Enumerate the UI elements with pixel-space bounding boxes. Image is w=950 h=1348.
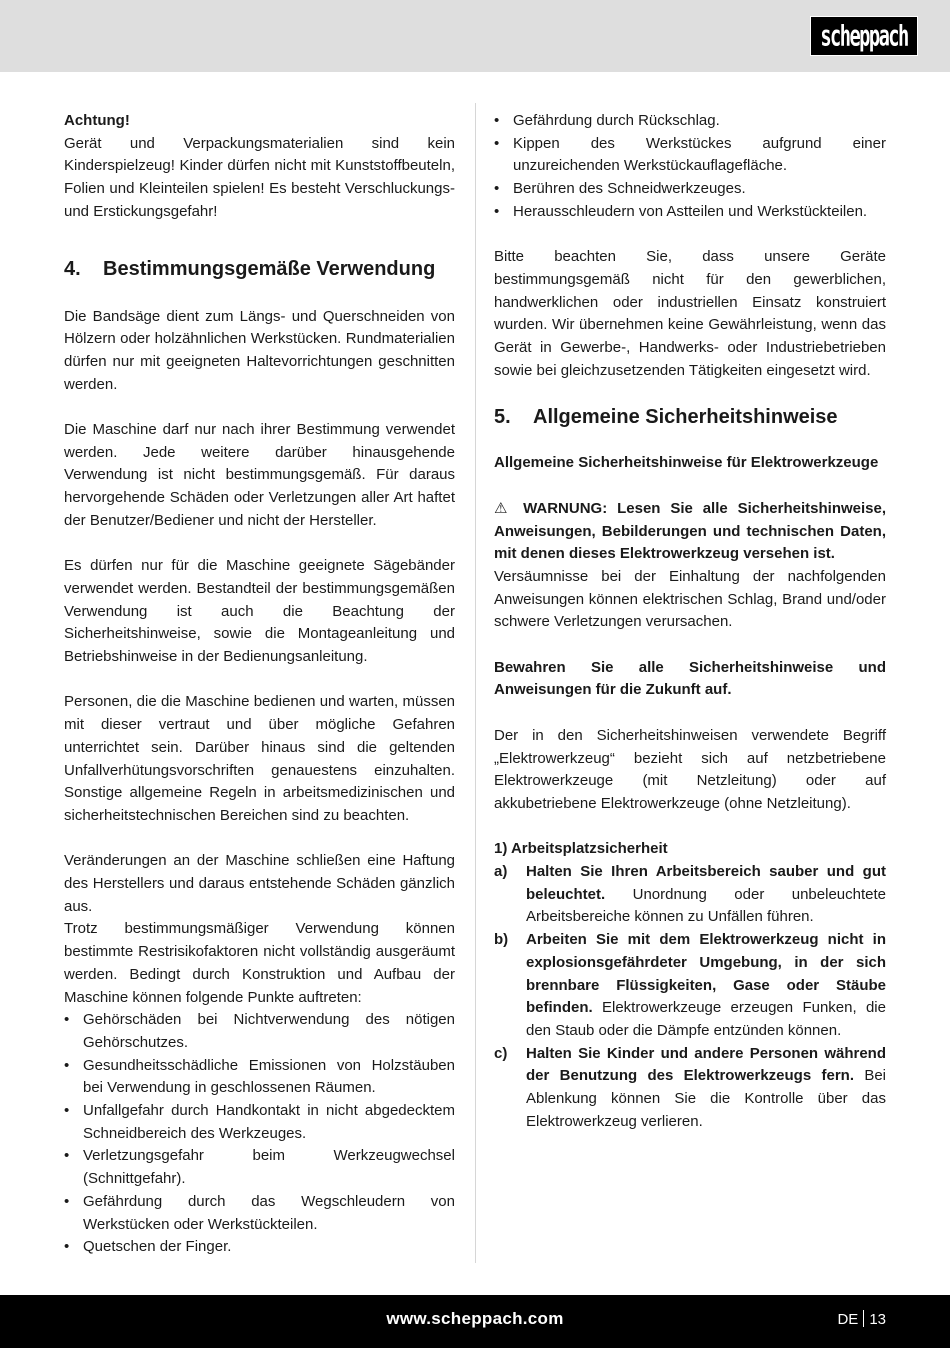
left-column xyxy=(64,110,455,1259)
warning-text: Versäumnisse bei der Einhaltung der nachfolgenden Anweisungen können elektrischen Schlag, Brand und/oder schwere Verletzungen verursachen. xyxy=(494,567,886,631)
section-number: 4. xyxy=(64,257,81,280)
list-item: • Gehörschäden bei Nichtverwendung des nötigen Gehörschutzes. xyxy=(64,1011,455,1051)
list-item: • Berühren des Schneidwerkzeuges. xyxy=(494,180,746,198)
list-item: • Gesundheitsschädliche Emissionen von Holzstäuben bei Verwendung in geschlossenen Räumen. xyxy=(64,1056,455,1097)
section-title: Bestimmungsgemäße Verwendung xyxy=(103,257,436,280)
page-indicator xyxy=(837,1310,886,1328)
page-header xyxy=(0,0,950,72)
warning-triangle-icon: ⚠ xyxy=(494,499,514,517)
safety-item-b: b) Arbeiten Sie mit dem Elektrowerkzeug nicht in explosionsgefährdeter Umgebung, in der sich brennbare Flüssigkeiten, Gase oder Stäube befinden. Elektrowerkzeuge erzeugen Funken, die den Staub oder die Dämpfe entzünden können. xyxy=(494,931,886,1039)
keep-instructions: Bewahren Sie alle Sicherheitshinweise und Anweisungen für die Zukunft auf. xyxy=(494,658,886,699)
safety-item-c: c) Halten Sie Kinder und andere Personen während der Benutzung des Elektrowerkzeugs fern. Bei Ablenkung können Sie die Kontrolle über das Elektrowerkzeug verlieren. xyxy=(494,1044,886,1130)
column-divider xyxy=(475,103,476,1263)
section-4-heading xyxy=(64,256,455,282)
usage-notice: Bitte beachten Sie, dass unsere Geräte bestimmungsgemäß nicht für den gewerblichen, handwerklichen oder industriellen Einsatz konstruiert wurden. Wir übernehmen keine Gewährleistung, wenn das Gerät in Gewerbe-, Handwerks- oder Industriebetrieben sowie bei gleichzusetzenden Tätigkeiten eingesetzt wird. xyxy=(494,248,886,379)
section-number: 5. xyxy=(494,406,511,429)
page-footer xyxy=(0,1295,950,1348)
paragraph: Die Bandsäge dient zum Längs- und Querschneiden von Hölzern oder holzähnlichen Werkstücken. Rundmaterialien dürfen nur mit geeigneten Haltevorrichtungen geschnitten werden. xyxy=(64,307,455,393)
section-5-heading xyxy=(494,404,886,430)
logo-text: scheppach xyxy=(820,19,908,53)
website-link[interactable]: www.scheppach.com xyxy=(386,1309,564,1328)
list-item: • Herausschleudern von Astteilen und Werkstückteilen. xyxy=(494,202,868,220)
list-item: • Kippen des Werkstückes aufgrund einer unzureichenden Werkstückauflagefläche. xyxy=(494,134,886,175)
right-column xyxy=(494,110,886,1133)
paragraph: Veränderungen an der Maschine schließen eine Haftung des Herstellers und daraus entstehende Schäden gänzlich aus. xyxy=(64,852,455,915)
subsection-title: 1) Arbeitsplatzsicherheit xyxy=(494,840,668,858)
paragraph: Die Maschine darf nur nach ihrer Bestimmung verwendet werden. Jede weitere darüber hinausgehende Verwendung ist nicht bestimmungsgemäß. Für daraus hervorgehende Schäden oder Verletzungen aller Art haftet der Benutzer/Bediener und nicht der Hersteller. xyxy=(64,421,455,529)
paragraph: Trotz bestimmungsmäßiger Verwendung können bestimmte Restrisikofaktoren nicht vollständig ausgeräumt werden. Bedingt durch Konstruktion und Aufbau der Maschine können folgende Punkte auftreten: xyxy=(64,920,455,1006)
list-item: • Unfallgefahr durch Handkontakt in nicht abgedecktem Schneidbereich des Werkzeuges. xyxy=(64,1102,455,1142)
safety-item-a: a) Halten Sie Ihren Arbeitsbereich sauber und gut beleuchtet. Unordnung oder unbeleuchtete Arbeitsbereiche können zu Unfällen führen. xyxy=(494,863,886,926)
paragraph: Personen, die die Maschine bedienen und warten, müssen mit dieser vertraut und über mögliche Gefahren unterrichtet sein. Darüber hinaus sind die geltenden Unfallverhütungsvorschriften genauestens einzuhalten. Sonstige allgemeine Regeln in arbeitsmedizinischen und sicherheitstechnischen Bereichen sind zu beachten. xyxy=(64,693,455,824)
paragraph: Es dürfen nur für die Maschine geeignete Sägebänder verwendet werden. Bestandteil der bestimmungsgemäßen Verwendung ist auch die Beachtung der Sicherheitshinweise, sowie die Montageanleitung und Betriebshinweise in der Bedienungsanleitung. xyxy=(64,557,455,666)
page-number: 13 xyxy=(869,1311,886,1328)
definition: Der in den Sicherheitshinweisen verwendete Begriff „Elektrowerkzeug“ bezieht sich auf netzbetriebene Elektrowerkzeuge (mit Netzleitung) oder auf akkubetriebene Elektrowerkzeuge (ohne Netzleitung). xyxy=(494,726,886,812)
list-item: • Quetschen der Finger. xyxy=(64,1238,232,1256)
caution-title: Achtung! xyxy=(64,112,130,129)
warning-block: ⚠ WARNUNG: Lesen Sie alle Sicherheitshinweise, Anweisungen, Bebilderungen und technischen Daten, mit denen dieses Elektrowerkzeug versehen ist. xyxy=(494,499,887,563)
language-code: DE xyxy=(837,1311,859,1328)
caution-text: Gerät und Verpackungsmaterialien sind kein Kinderspielzeug! Kinder dürfen nicht mit Kunststoffbeuteln, Folien und Kleinteilen spielen! Es besteht Verschluckungs- und Erstickungsgefahr! xyxy=(64,134,455,220)
section-subtitle: Allgemeine Sicherheitshinweise für Elektrowerkzeuge xyxy=(494,454,879,472)
section-title: Allgemeine Sicherheitshinweise xyxy=(533,406,838,429)
risk-list-continued xyxy=(494,110,886,224)
scheppach-logo xyxy=(810,16,918,56)
residual-risk-list xyxy=(64,1009,455,1259)
list-item: • Gefährdung durch das Wegschleudern von Werkstücken oder Werkstückteilen. xyxy=(64,1192,455,1233)
list-item: • Gefährdung durch Rückschlag. xyxy=(494,112,720,129)
list-item: • Verletzungsgefahr beim Werkzeugwechsel (Schnittgefahr). xyxy=(64,1147,455,1188)
